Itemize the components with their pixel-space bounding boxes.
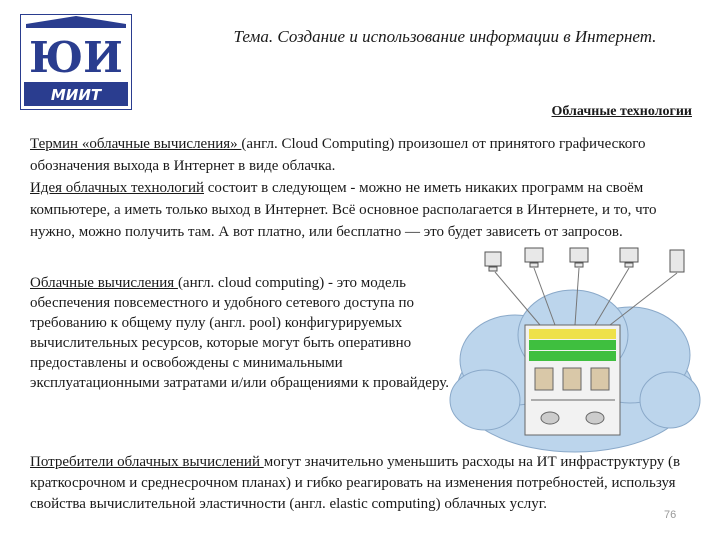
server-icon (535, 368, 609, 390)
layer-bar (529, 340, 616, 350)
consumers-text: могут значительно уменьшить расходы на ИТ инфраструктуру (в краткосрочном и среднесрочном планах) и гибко реагировать на изменения потребностей, используя свойства вычислительной эластичности (англ. elastic computing) облачных услуг. (30, 454, 681, 512)
paragraph-term (30, 133, 700, 177)
paragraph-definition (30, 273, 460, 393)
client-computers-icon (485, 248, 684, 272)
layer-bar (529, 329, 616, 339)
term-label: Термин «облачные вычисления» (30, 136, 242, 152)
section-subtitle: Облачные технологии (551, 104, 692, 119)
definition-text: (англ. cloud computing) - это модель обеспечения повсеместного и удобного сетевого доступа по требованию к общему пулу (англ. pool) конфигурируемых вычислительных ресурсов, которые могут быть оперативно предоставлены и освобождены с минимальными эксплуатационными затратами и/или обращениями к провайдеру. (30, 275, 449, 391)
definition-label: Облачные вычисления (30, 275, 178, 291)
university-logo (20, 14, 132, 110)
idea-text: состоит в следующем - можно не иметь никаких программ на своём компьютере, а иметь только выход в Интернет. Всё основное располагается в Интернете, и то, что нужно, можно получить там. А вот платно, или бесплатно — это будет зависеть от запросов. (30, 180, 657, 240)
idea-label: Идея облачных технологий (30, 180, 205, 196)
paragraph-consumers (30, 452, 690, 515)
page-title: Тема. Создание и использование информации в Интернет. (233, 27, 657, 46)
paragraph-idea (30, 177, 702, 243)
term-text: (англ. Cloud Computing) произошел от принятого графического обозначения выхода в Интернет в виде облачка. (30, 136, 646, 174)
cloud-computing-illustration (445, 240, 705, 470)
page-number: 76 (664, 509, 677, 521)
logo-subtext: МИИТ (50, 86, 102, 104)
consumers-label: Потребители облачных вычислений (30, 454, 264, 470)
logo-letters: ЮИ (29, 33, 123, 82)
layer-bar (529, 351, 616, 361)
